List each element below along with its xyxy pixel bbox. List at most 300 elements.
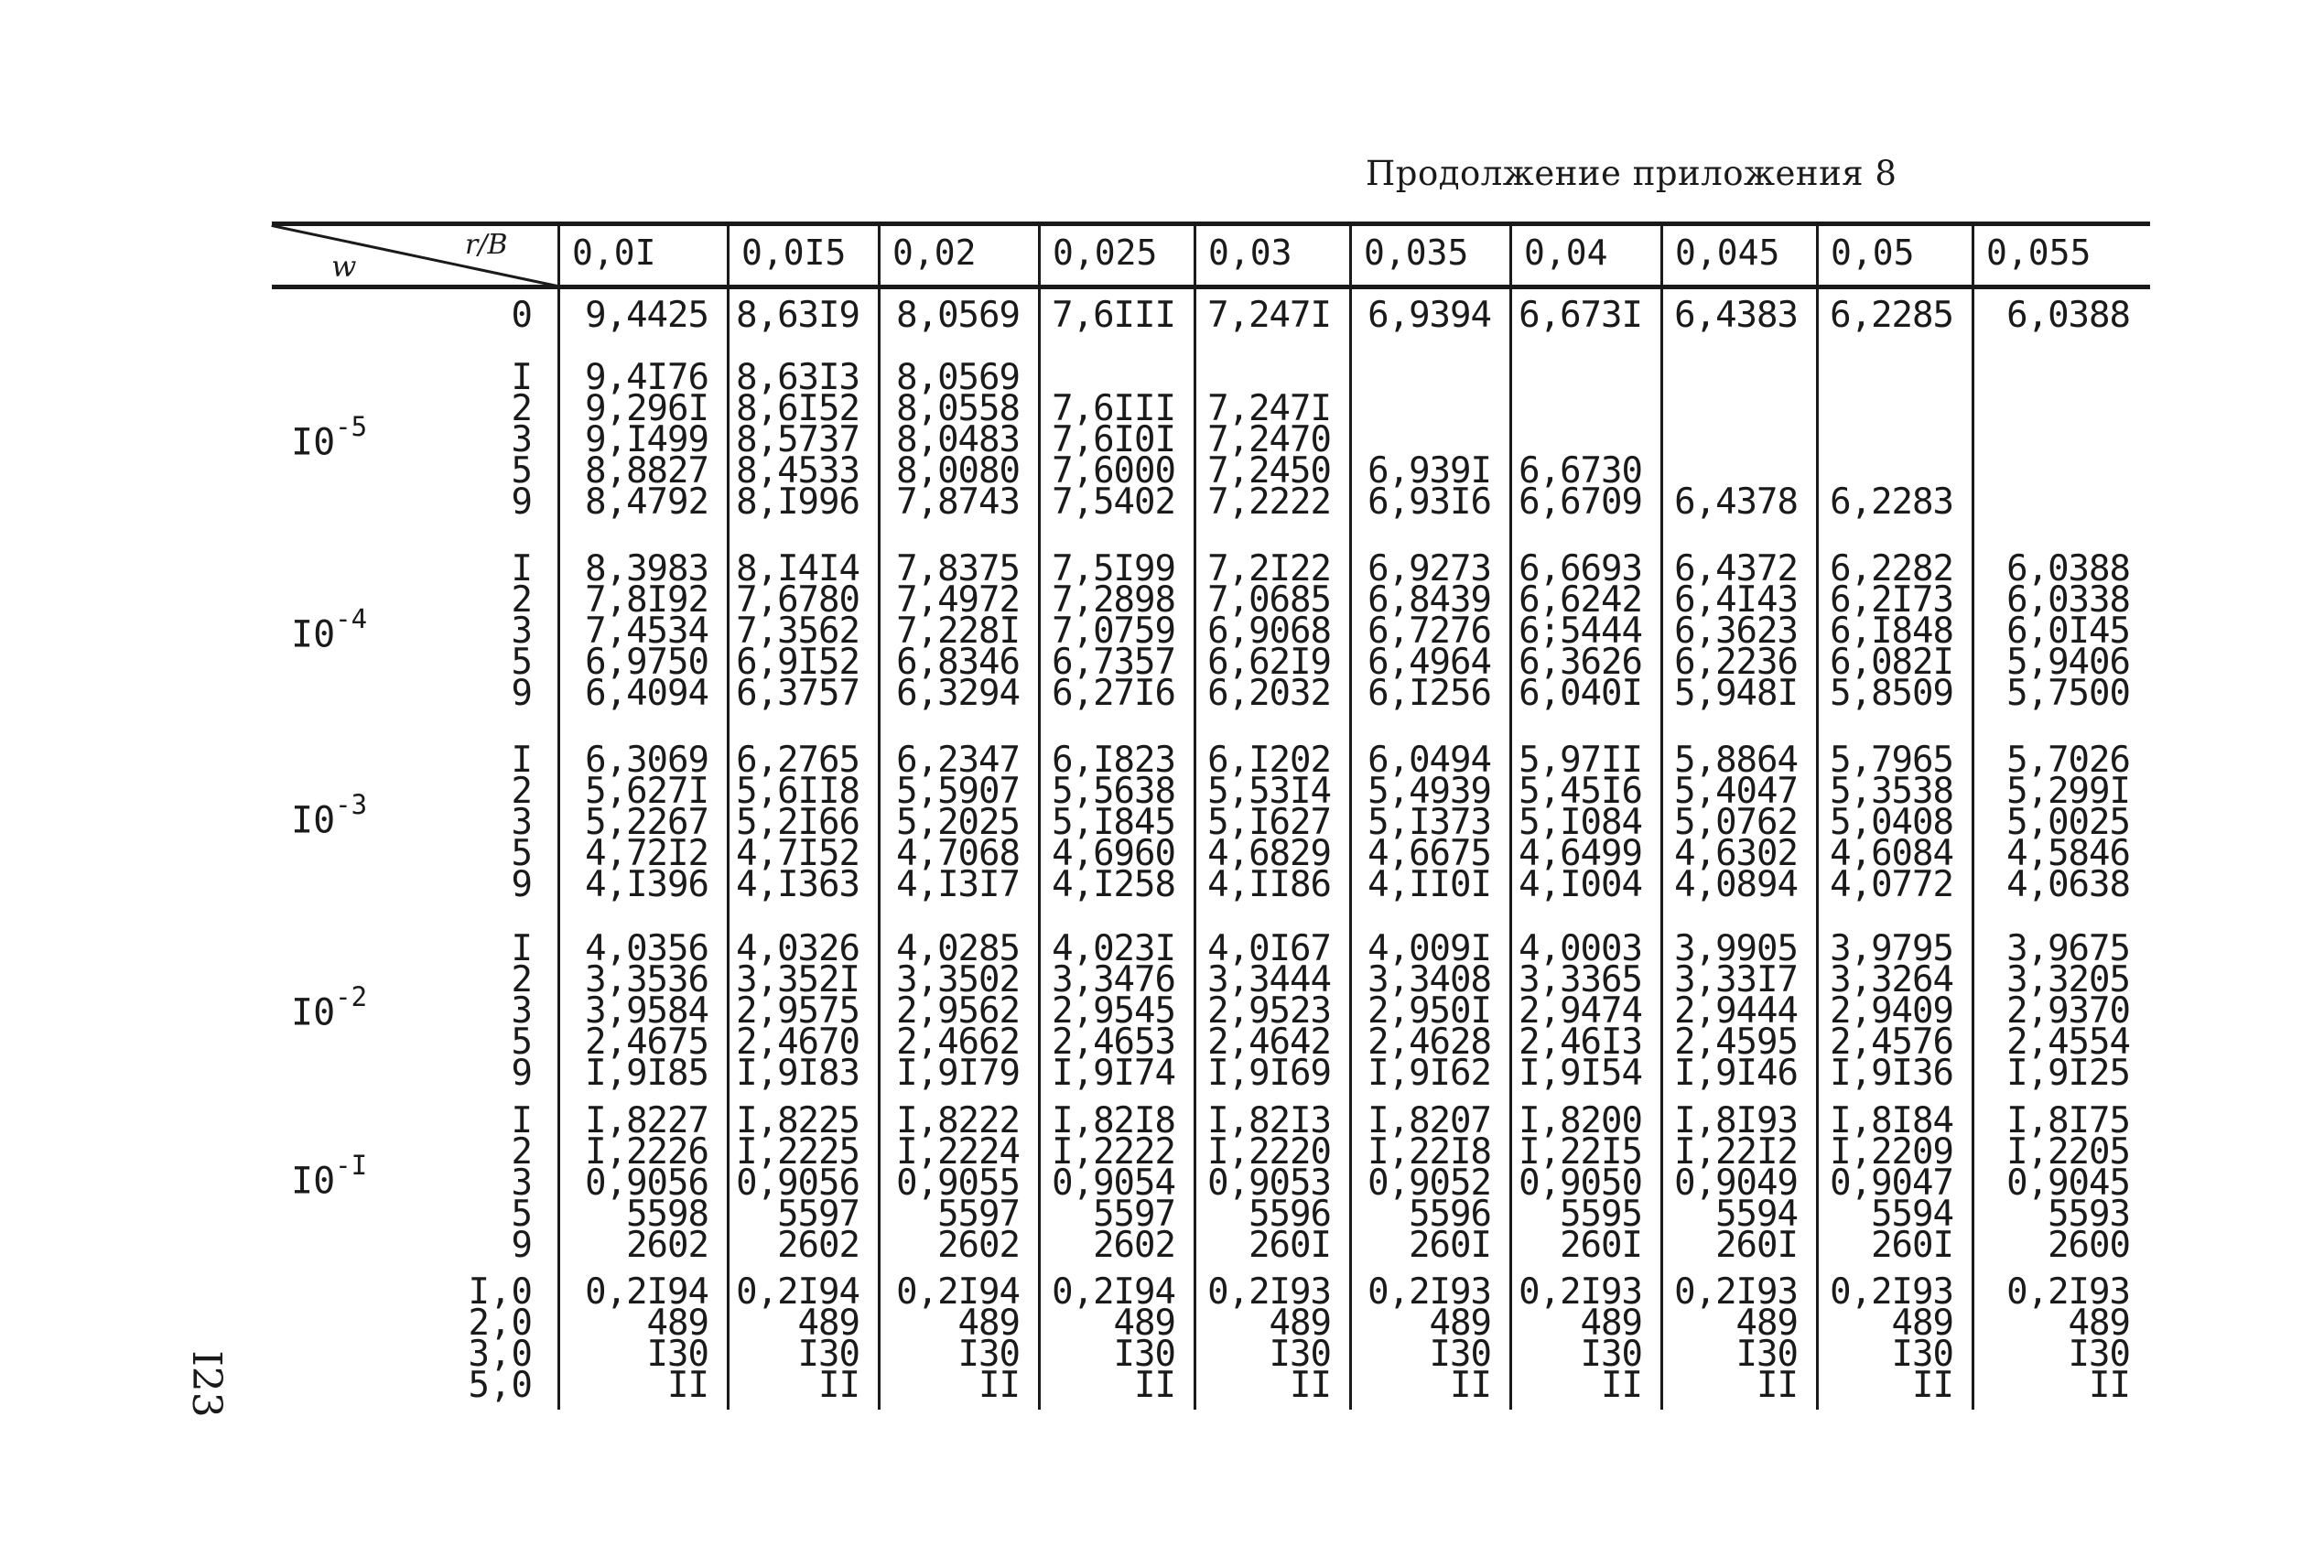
table-cell: I,2220 — [1207, 1131, 1331, 1173]
table-cell: I30 — [1580, 1334, 1642, 1375]
table-cell: I,9I69 — [1207, 1053, 1331, 1094]
table-cell: 6,3626 — [1519, 642, 1642, 683]
table-cell: I,22I2 — [1674, 1131, 1798, 1173]
table-cell: 6,I823 — [1052, 740, 1175, 781]
table-cell: 2,9370 — [2006, 990, 2130, 1032]
table-cell: 4,6675 — [1367, 833, 1491, 874]
table-cell: 6,0338 — [2006, 579, 2130, 621]
row-index: I,0 — [468, 1271, 533, 1313]
table-cell: I30 — [957, 1334, 1020, 1375]
group-label-exponent: -I — [335, 1150, 368, 1181]
table-cell: 5597 — [937, 1194, 1020, 1235]
table-cell: 7,3562 — [736, 611, 859, 652]
group-label-base: I0 — [291, 613, 336, 656]
table-cell: I,8I93 — [1674, 1100, 1798, 1141]
table-cell: II — [1134, 1365, 1175, 1406]
table-cell: 8,6I52 — [736, 388, 859, 429]
table-cell: 0,9052 — [1367, 1162, 1491, 1204]
table-cell: 6,4372 — [1674, 548, 1798, 589]
table-cell: 2,950I — [1367, 990, 1491, 1032]
group-label-exponent: -3 — [335, 789, 368, 820]
group-label-exponent: -5 — [335, 411, 368, 442]
table-cell: 0,2I93 — [2006, 1271, 2130, 1313]
table-cell: 6,4094 — [585, 673, 708, 714]
row-index: 2 — [511, 771, 533, 812]
table-cell: 6,6709 — [1519, 481, 1642, 523]
row-index: 2 — [511, 388, 533, 429]
row-index: 2 — [511, 579, 533, 621]
row-index: I — [511, 548, 533, 589]
table-cell: I,82I8 — [1052, 1100, 1175, 1141]
table-cell: 5,0408 — [1830, 802, 1953, 843]
table-cell: 0,9054 — [1052, 1162, 1175, 1204]
table-cell: 6;5444 — [1519, 611, 1642, 652]
table-cell: I,2226 — [585, 1131, 708, 1173]
table-cell: 5598 — [626, 1194, 708, 1235]
row-index: 9 — [511, 673, 533, 714]
page-number: I23 — [183, 1350, 230, 1418]
table-cell: 5597 — [1093, 1194, 1175, 1235]
table-cell: 3,3444 — [1207, 959, 1331, 1000]
table-cell: 7,2I22 — [1207, 548, 1331, 589]
table-cell: II — [818, 1365, 859, 1406]
table-cell: 7,6III — [1052, 388, 1175, 429]
table-cell: 489 — [797, 1303, 859, 1344]
table-cell: I,2225 — [736, 1131, 859, 1173]
table-cell: 5,5638 — [1052, 771, 1175, 812]
table-cell: II — [1757, 1365, 1798, 1406]
table-cell: 0,9056 — [736, 1162, 859, 1204]
group-label — [291, 789, 368, 842]
table-cell: 8,5737 — [736, 419, 859, 460]
table-cell: 2,4554 — [2006, 1022, 2130, 1063]
table-cell: 489 — [1580, 1303, 1642, 1344]
table-cell: 2,9545 — [1052, 990, 1175, 1032]
row-index: I — [511, 928, 533, 969]
table-cell: I,22I5 — [1519, 1131, 1642, 1173]
table-cell: 7,6780 — [736, 579, 859, 621]
column-header: 0,0I5 — [741, 232, 847, 273]
column-header: 0,0I — [572, 232, 656, 273]
table-cell: 3,3408 — [1367, 959, 1491, 1000]
table-cell: 5,97II — [1519, 740, 1642, 781]
table-cell: 3,9905 — [1674, 928, 1798, 969]
table-cell: 5,4047 — [1674, 771, 1798, 812]
table-cell: 5597 — [777, 1194, 859, 1235]
table-cell: 0,2I93 — [1830, 1271, 1953, 1313]
table-cell: 5,2267 — [585, 802, 708, 843]
table-cell: 5594 — [1715, 1194, 1798, 1235]
table-cell: 2,4628 — [1367, 1022, 1491, 1063]
table-cell: II — [1912, 1365, 1953, 1406]
table-cell: 8,0569 — [896, 295, 1020, 336]
table-cell: I,9I79 — [896, 1053, 1020, 1094]
row-index: 3 — [511, 1162, 533, 1204]
table-cell: 5,7965 — [1830, 740, 1953, 781]
table-cell: 5596 — [1409, 1194, 1491, 1235]
table-cell: 0,2I93 — [1519, 1271, 1642, 1313]
table-cell: 4,I004 — [1519, 864, 1642, 905]
table-cell: 7,2470 — [1207, 419, 1331, 460]
table-cell: 3,9675 — [2006, 928, 2130, 969]
table-cell: 7,8I92 — [585, 579, 708, 621]
table-cell: 6,0I45 — [2006, 611, 2130, 652]
table-cell: 5595 — [1560, 1194, 1642, 1235]
group-label-base: I0 — [291, 991, 336, 1034]
group-label — [291, 603, 368, 656]
table-cell: 6,2032 — [1207, 673, 1331, 714]
group-label-base: I0 — [291, 421, 336, 464]
table-cell: 7,6000 — [1052, 450, 1175, 492]
row-index: 9 — [511, 864, 533, 905]
table-cell: 6,673I — [1519, 295, 1642, 336]
table-cell: I,9I74 — [1052, 1053, 1175, 1094]
table-cell: 3,3502 — [896, 959, 1020, 1000]
table-cell: 6,3294 — [896, 673, 1020, 714]
table-cell: II — [1450, 1365, 1491, 1406]
table-cell: I,8207 — [1367, 1100, 1491, 1141]
table-cell: 4,7I52 — [736, 833, 859, 874]
table-cell: 3,9584 — [585, 990, 708, 1032]
table-cell: 7,8375 — [896, 548, 1020, 589]
table-cell: 8,8827 — [585, 450, 708, 492]
table-cell: 4,6302 — [1674, 833, 1798, 874]
row-index: 3 — [511, 611, 533, 652]
column-header: 0,025 — [1053, 232, 1158, 273]
table-cell: I,9I54 — [1519, 1053, 1642, 1094]
table-cell: 6,4964 — [1367, 642, 1491, 683]
table-cell: 5,0762 — [1674, 802, 1798, 843]
table-cell: 9,4I76 — [585, 357, 708, 398]
table-cell: 489 — [1113, 1303, 1175, 1344]
table-cell: 489 — [646, 1303, 708, 1344]
table-cell: 6,2765 — [736, 740, 859, 781]
table-cell: 0,2I93 — [1367, 1271, 1491, 1313]
table-cell: 489 — [957, 1303, 1020, 1344]
table-cell: 0,2I94 — [896, 1271, 1020, 1313]
table-cell: 2600 — [2048, 1225, 2130, 1266]
table-cell: 8,4792 — [585, 481, 708, 523]
table-cell: 7,247I — [1207, 388, 1331, 429]
table-cell: 8,0558 — [896, 388, 1020, 429]
table-cell: 6,I848 — [1830, 611, 1953, 652]
table-cell: 0,2I93 — [1207, 1271, 1331, 1313]
table-cell: 2,4662 — [896, 1022, 1020, 1063]
table-cell: 4,I363 — [736, 864, 859, 905]
row-index: 5 — [511, 450, 533, 492]
table-cell: 0,9047 — [1830, 1162, 1953, 1204]
table-cell: 4,0772 — [1830, 864, 1953, 905]
table-cell: 6,6693 — [1519, 548, 1642, 589]
table-cell: 6,9394 — [1367, 295, 1491, 336]
column-header-label: r/B — [465, 229, 508, 261]
table-cell: 7,0759 — [1052, 611, 1175, 652]
table-cell: 489 — [1269, 1303, 1331, 1344]
table-cell: 2,4670 — [736, 1022, 859, 1063]
table-cell: 489 — [1891, 1303, 1953, 1344]
column-header: 0,035 — [1364, 232, 1469, 273]
table-cell: 5,53I4 — [1207, 771, 1331, 812]
table-cell: 8,I996 — [736, 481, 859, 523]
table-cell: 4,I3I7 — [896, 864, 1020, 905]
table-cell: 260I — [1871, 1225, 1953, 1266]
table-cell: 8,I4I4 — [736, 548, 859, 589]
row-index: I — [511, 740, 533, 781]
table-cell: 2602 — [626, 1225, 708, 1266]
table-cell: 3,3264 — [1830, 959, 1953, 1000]
row-index: 5,0 — [468, 1365, 533, 1406]
table-cell: 2,4675 — [585, 1022, 708, 1063]
table-cell: 5,0025 — [2006, 802, 2130, 843]
table-cell: 5596 — [1248, 1194, 1331, 1235]
table-cell: I,8227 — [585, 1100, 708, 1141]
row-index: I — [511, 357, 533, 398]
table-cell: 5,6II8 — [736, 771, 859, 812]
table-cell: 2,9575 — [736, 990, 859, 1032]
group-label-exponent: -4 — [335, 603, 368, 634]
table-cell: I,9I62 — [1367, 1053, 1491, 1094]
table-cell: 7,2898 — [1052, 579, 1175, 621]
table-cell: II — [1601, 1365, 1642, 1406]
corner-diagonal — [271, 224, 557, 287]
table-cell: 7,0685 — [1207, 579, 1331, 621]
table-cell: 4,0356 — [585, 928, 708, 969]
table-cell: 5,7026 — [2006, 740, 2130, 781]
row-index: 2 — [511, 1131, 533, 1173]
table-cell: 0,9050 — [1519, 1162, 1642, 1204]
table-cell: 0,9056 — [585, 1162, 708, 1204]
table-cell: 5594 — [1871, 1194, 1953, 1235]
table-cell: 5,948I — [1674, 673, 1798, 714]
table-cell: 5,627I — [585, 771, 708, 812]
table-cell: 2,4595 — [1674, 1022, 1798, 1063]
table-cell: 4,6084 — [1830, 833, 1953, 874]
table-cell: 4,0I67 — [1207, 928, 1331, 969]
table-cell: 0,9055 — [896, 1162, 1020, 1204]
table-cell: I,8I75 — [2006, 1100, 2130, 1141]
table-cell: I,8222 — [896, 1100, 1020, 1141]
row-index: 5 — [511, 833, 533, 874]
row-index: 9 — [511, 1053, 533, 1094]
table-cell: 260I — [1560, 1225, 1642, 1266]
table-cell: 4,5846 — [2006, 833, 2130, 874]
table-cell: 2,9562 — [896, 990, 1020, 1032]
table-cell: 4,7068 — [896, 833, 1020, 874]
table-cell: I,9I85 — [585, 1053, 708, 1094]
table-cell: I,2205 — [2006, 1131, 2130, 1173]
table-cell: 8,0080 — [896, 450, 1020, 492]
table-cell: 5,8864 — [1674, 740, 1798, 781]
table-cell: 6,93I6 — [1367, 481, 1491, 523]
column-header: 0,03 — [1208, 232, 1292, 273]
table-cell: 3,3205 — [2006, 959, 2130, 1000]
table-cell: 7,6I0I — [1052, 419, 1175, 460]
table-cell: 7,2450 — [1207, 450, 1331, 492]
table-cell: I30 — [1891, 1334, 1953, 1375]
table-cell: 260I — [1715, 1225, 1798, 1266]
table-cell: 6,4I43 — [1674, 579, 1798, 621]
table-cell: 6,939I — [1367, 450, 1491, 492]
table-cell: 6,62I9 — [1207, 642, 1331, 683]
table-cell: 4,0285 — [896, 928, 1020, 969]
row-index: 3 — [511, 419, 533, 460]
table-cell: 6,9068 — [1207, 611, 1331, 652]
table-cell: 8,4533 — [736, 450, 859, 492]
table-cell: 4,0638 — [2006, 864, 2130, 905]
table-cell: 6,040I — [1519, 673, 1642, 714]
table-cell: 6,27I6 — [1052, 673, 1175, 714]
table-cell: I,9I36 — [1830, 1053, 1953, 1094]
column-header: 0,045 — [1675, 232, 1780, 273]
row-index: 5 — [511, 642, 533, 683]
group-label — [291, 411, 368, 464]
table-cell: 2602 — [777, 1225, 859, 1266]
table-cell: 5,I845 — [1052, 802, 1175, 843]
table-cell: I,8I84 — [1830, 1100, 1953, 1141]
table-cell: I30 — [1429, 1334, 1491, 1375]
table-cell: 0,2I93 — [1674, 1271, 1798, 1313]
table-cell: I,9I46 — [1674, 1053, 1798, 1094]
table-cell: 5,2I66 — [736, 802, 859, 843]
table-cell: 7,8743 — [896, 481, 1020, 523]
table-cell: 2,4653 — [1052, 1022, 1175, 1063]
table-cell: 2602 — [937, 1225, 1020, 1266]
table-cell: 6,I256 — [1367, 673, 1491, 714]
table-cell: II — [667, 1365, 708, 1406]
table-cell: 6,8439 — [1367, 579, 1491, 621]
table-cell: I30 — [1113, 1334, 1175, 1375]
table-cell: 6,4383 — [1674, 295, 1798, 336]
table-cell: 4,72I2 — [585, 833, 708, 874]
table-cell: 9,4425 — [585, 295, 708, 336]
row-index: I — [511, 1100, 533, 1141]
table-cell: 6,0494 — [1367, 740, 1491, 781]
table-cell: 4,6829 — [1207, 833, 1331, 874]
table-cell: 6,9273 — [1367, 548, 1491, 589]
table-cell: 6,3069 — [585, 740, 708, 781]
table-cell: I,8200 — [1519, 1100, 1642, 1141]
table-cell: I30 — [1735, 1334, 1798, 1375]
table-cell: 489 — [2068, 1303, 2130, 1344]
table-cell: 3,352I — [736, 959, 859, 1000]
table-cell: 8,3983 — [585, 548, 708, 589]
table-cell: 4,6960 — [1052, 833, 1175, 874]
table-cell: 5,4939 — [1367, 771, 1491, 812]
table-cell: I,9I25 — [2006, 1053, 2130, 1094]
table-cell: 2,9444 — [1674, 990, 1798, 1032]
table-cell: 6,2236 — [1674, 642, 1798, 683]
row-index: 2,0 — [468, 1303, 533, 1344]
table-cell: I,8225 — [736, 1100, 859, 1141]
group-label-exponent: -2 — [335, 981, 368, 1012]
table-cell: 2,4576 — [1830, 1022, 1953, 1063]
table-cell: 4,0894 — [1674, 864, 1798, 905]
table-cell: 6,3623 — [1674, 611, 1798, 652]
table-cell: 6,4378 — [1674, 481, 1798, 523]
table-cell: I30 — [797, 1334, 859, 1375]
table-cell: 6,6730 — [1519, 450, 1642, 492]
table-cell: 6,2347 — [896, 740, 1020, 781]
column-header: 0,02 — [892, 232, 977, 273]
table-cell: 5,8509 — [1830, 673, 1953, 714]
table-cell: II — [978, 1365, 1020, 1406]
table-cell: 5,45I6 — [1519, 771, 1642, 812]
table-cell: 7,5402 — [1052, 481, 1175, 523]
table-cell: 4,II0I — [1367, 864, 1491, 905]
table-cell: 5,I627 — [1207, 802, 1331, 843]
table-cell: 0,9049 — [1674, 1162, 1798, 1204]
row-index: 0 — [511, 295, 533, 336]
row-index: 5 — [511, 1194, 533, 1235]
table-cell: 8,63I9 — [736, 295, 859, 336]
table-cell: 6,7357 — [1052, 642, 1175, 683]
table-cell: 3,3365 — [1519, 959, 1642, 1000]
table-cell: II — [1290, 1365, 1331, 1406]
table-cell: 260I — [1409, 1225, 1491, 1266]
table-cell: 0,9045 — [2006, 1162, 2130, 1204]
table-cell: 3,3536 — [585, 959, 708, 1000]
table-cell: I,22I8 — [1367, 1131, 1491, 1173]
table-cell: 3,33I7 — [1674, 959, 1798, 1000]
table-cell: 2,46I3 — [1519, 1022, 1642, 1063]
table-cell: 6,9750 — [585, 642, 708, 683]
row-index: 5 — [511, 1022, 533, 1063]
page-caption: Продолжение приложения 8 — [1366, 154, 1897, 193]
table-cell: 9,296I — [585, 388, 708, 429]
table-cell: 6,7276 — [1367, 611, 1491, 652]
table-cell: 5593 — [2048, 1194, 2130, 1235]
table-cell: 6,2283 — [1830, 481, 1953, 523]
table-cell: 7,4972 — [896, 579, 1020, 621]
table-cell: 6,0388 — [2006, 295, 2130, 336]
table-cell: 4,I396 — [585, 864, 708, 905]
table-cell: 5,I084 — [1519, 802, 1642, 843]
table-cell: 6,6242 — [1519, 579, 1642, 621]
table-cell: 489 — [1735, 1303, 1798, 1344]
table-cell: 8,0569 — [896, 357, 1020, 398]
table-cell: 5,5907 — [896, 771, 1020, 812]
table-cell: I30 — [2068, 1334, 2130, 1375]
table-cell: 5,3538 — [1830, 771, 1953, 812]
table-cell: 4,0003 — [1519, 928, 1642, 969]
table-cell: 9,I499 — [585, 419, 708, 460]
table-cell: 3,3476 — [1052, 959, 1175, 1000]
table-cell: I,2222 — [1052, 1131, 1175, 1173]
table-cell: 6,2285 — [1830, 295, 1953, 336]
table-cell: 0,2I94 — [736, 1271, 859, 1313]
table-cell: 4,I258 — [1052, 864, 1175, 905]
row-index: 3 — [511, 990, 533, 1032]
table-cell: 6,2I73 — [1830, 579, 1953, 621]
table-cell: 5,299I — [2006, 771, 2130, 812]
row-index: 3,0 — [468, 1334, 533, 1375]
table-cell: 2,4642 — [1207, 1022, 1331, 1063]
table-cell: 0,2I94 — [1052, 1271, 1175, 1313]
table-cell: 5,9406 — [2006, 642, 2130, 683]
table-cell: I30 — [646, 1334, 708, 1375]
table-top-rule — [272, 222, 2150, 226]
table-cell: 7,6III — [1052, 295, 1175, 336]
table-cell: 6,8346 — [896, 642, 1020, 683]
table-cell: 4,009I — [1367, 928, 1491, 969]
row-index: 3 — [511, 802, 533, 843]
table-cell: I,2224 — [896, 1131, 1020, 1173]
table-cell: 7,247I — [1207, 295, 1331, 336]
table-cell: 8,63I3 — [736, 357, 859, 398]
column-header: 0,055 — [1986, 232, 2092, 273]
table-cell: 7,5I99 — [1052, 548, 1175, 589]
table-cell: 2,9523 — [1207, 990, 1331, 1032]
